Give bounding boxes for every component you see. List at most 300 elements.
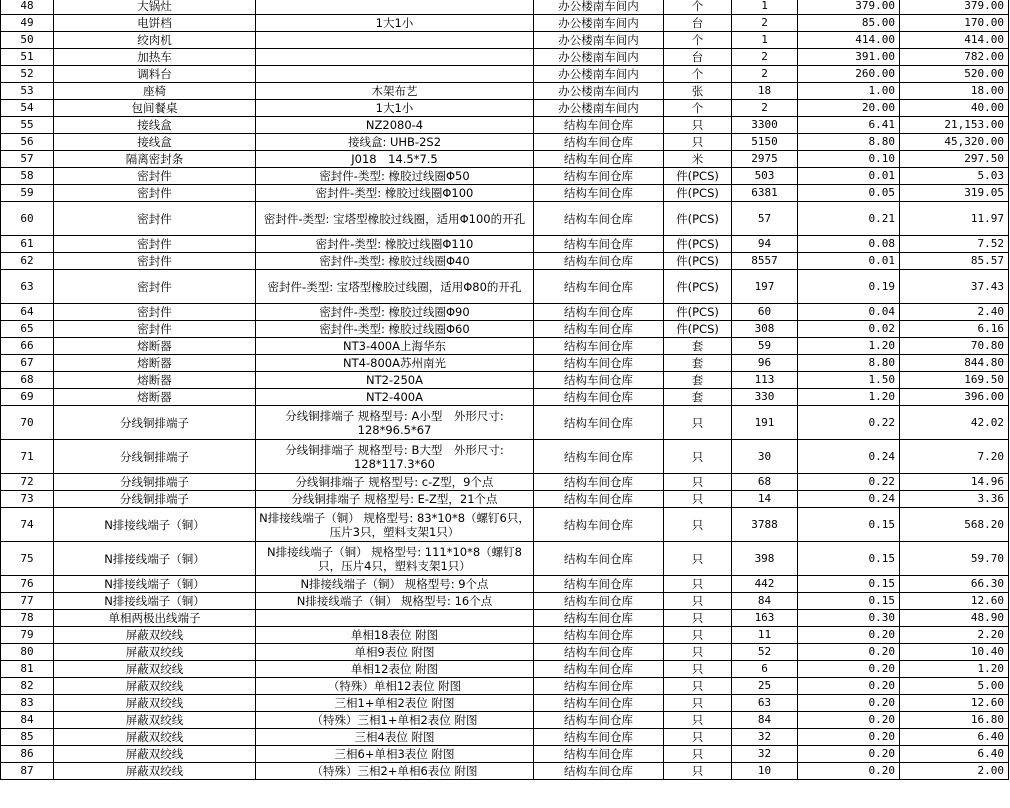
item-spec-cell[interactable]: NT4-800A苏州南光 <box>256 355 534 372</box>
table-row[interactable] <box>1 763 1009 780</box>
item-name-cell[interactable]: N排接线端子（铜） <box>54 542 256 576</box>
unit-cell[interactable]: 米 <box>664 151 732 168</box>
item-name-cell[interactable]: 隔离密封条 <box>54 151 256 168</box>
location-cell[interactable]: 结构车间仓库 <box>534 168 664 185</box>
row-number-cell[interactable]: 73 <box>1 491 54 508</box>
quantity-cell[interactable]: 2975 <box>732 151 798 168</box>
amount-cell[interactable]: 2.00 <box>900 763 1009 780</box>
amount-cell[interactable]: 6.40 <box>900 729 1009 746</box>
table-row[interactable] <box>1 712 1009 729</box>
table-row[interactable] <box>1 644 1009 661</box>
unit-cell[interactable]: 台 <box>664 15 732 32</box>
unit-price-cell[interactable]: 20.00 <box>798 100 900 117</box>
row-number-cell[interactable]: 82 <box>1 678 54 695</box>
unit-price-cell[interactable]: 0.02 <box>798 321 900 338</box>
row-number-cell[interactable]: 71 <box>1 440 54 474</box>
item-name-cell[interactable]: 密封件 <box>54 236 256 253</box>
unit-price-cell[interactable]: 0.05 <box>798 185 900 202</box>
quantity-cell[interactable]: 32 <box>732 729 798 746</box>
row-number-cell[interactable]: 50 <box>1 32 54 49</box>
item-spec-cell[interactable]: 分线铜排端子 规格型号: E-Z型，21个点 <box>256 491 534 508</box>
item-name-cell[interactable]: 包间餐桌 <box>54 100 256 117</box>
table-row[interactable] <box>1 253 1009 270</box>
item-spec-cell[interactable]: 分线铜排端子 规格型号: c-Z型，9个点 <box>256 474 534 491</box>
amount-cell[interactable]: 14.96 <box>900 474 1009 491</box>
quantity-cell[interactable]: 94 <box>732 236 798 253</box>
table-row[interactable] <box>1 508 1009 542</box>
location-cell[interactable]: 办公楼南车间内 <box>534 100 664 117</box>
item-name-cell[interactable]: 屏蔽双绞线 <box>54 644 256 661</box>
item-spec-cell[interactable]: N排接线端子（铜） 规格型号: 83*10*8（螺钉6只，压片3只，塑料支架1只） <box>256 508 534 542</box>
amount-cell[interactable]: 1.20 <box>900 661 1009 678</box>
quantity-cell[interactable]: 1 <box>732 0 798 15</box>
unit-cell[interactable]: 只 <box>664 661 732 678</box>
unit-price-cell[interactable]: 0.20 <box>798 627 900 644</box>
location-cell[interactable]: 结构车间仓库 <box>534 185 664 202</box>
amount-cell[interactable]: 42.02 <box>900 406 1009 440</box>
unit-price-cell[interactable]: 0.01 <box>798 168 900 185</box>
unit-cell[interactable]: 只 <box>664 474 732 491</box>
row-number-cell[interactable]: 86 <box>1 746 54 763</box>
quantity-cell[interactable]: 6 <box>732 661 798 678</box>
item-spec-cell[interactable]: 密封件-类型: 宝塔型橡胶过线圈，适用Φ100的开孔 <box>256 202 534 236</box>
quantity-cell[interactable]: 60 <box>732 304 798 321</box>
table-row[interactable] <box>1 338 1009 355</box>
item-spec-cell[interactable]: 三相1+单相2表位 附图 <box>256 695 534 712</box>
quantity-cell[interactable]: 442 <box>732 576 798 593</box>
quantity-cell[interactable]: 3300 <box>732 117 798 134</box>
row-number-cell[interactable]: 57 <box>1 151 54 168</box>
amount-cell[interactable]: 379.00 <box>900 0 1009 15</box>
unit-cell[interactable]: 只 <box>664 729 732 746</box>
row-number-cell[interactable]: 77 <box>1 593 54 610</box>
quantity-cell[interactable]: 1 <box>732 32 798 49</box>
table-row[interactable] <box>1 32 1009 49</box>
item-spec-cell[interactable]: 密封件-类型: 橡胶过线圈Φ100 <box>256 185 534 202</box>
unit-cell[interactable]: 只 <box>664 117 732 134</box>
location-cell[interactable]: 结构车间仓库 <box>534 389 664 406</box>
quantity-cell[interactable]: 68 <box>732 474 798 491</box>
location-cell[interactable]: 结构车间仓库 <box>534 729 664 746</box>
table-row[interactable] <box>1 389 1009 406</box>
unit-cell[interactable]: 台 <box>664 49 732 66</box>
location-cell[interactable]: 结构车间仓库 <box>534 440 664 474</box>
item-name-cell[interactable]: 熔断器 <box>54 389 256 406</box>
unit-cell[interactable]: 件(PCS) <box>664 270 732 304</box>
unit-price-cell[interactable]: 6.41 <box>798 117 900 134</box>
unit-cell[interactable]: 只 <box>664 627 732 644</box>
location-cell[interactable]: 结构车间仓库 <box>534 406 664 440</box>
amount-cell[interactable]: 59.70 <box>900 542 1009 576</box>
item-spec-cell[interactable]: 三相4表位 附图 <box>256 729 534 746</box>
item-spec-cell[interactable]: J018 14.5*7.5 <box>256 151 534 168</box>
amount-cell[interactable]: 48.90 <box>900 610 1009 627</box>
location-cell[interactable]: 结构车间仓库 <box>534 763 664 780</box>
row-number-cell[interactable]: 87 <box>1 763 54 780</box>
unit-price-cell[interactable]: 379.00 <box>798 0 900 15</box>
unit-cell[interactable]: 只 <box>664 576 732 593</box>
amount-cell[interactable]: 11.97 <box>900 202 1009 236</box>
table-row[interactable] <box>1 66 1009 83</box>
table-row[interactable] <box>1 304 1009 321</box>
unit-cell[interactable]: 件(PCS) <box>664 185 732 202</box>
table-row[interactable] <box>1 729 1009 746</box>
item-spec-cell[interactable]: NZ2080-4 <box>256 117 534 134</box>
unit-cell[interactable]: 件(PCS) <box>664 321 732 338</box>
location-cell[interactable]: 办公楼南车间内 <box>534 32 664 49</box>
table-row[interactable] <box>1 746 1009 763</box>
table-row[interactable] <box>1 542 1009 576</box>
unit-cell[interactable]: 只 <box>664 508 732 542</box>
location-cell[interactable]: 结构车间仓库 <box>534 491 664 508</box>
item-name-cell[interactable]: 密封件 <box>54 304 256 321</box>
amount-cell[interactable]: 21,153.00 <box>900 117 1009 134</box>
unit-cell[interactable]: 件(PCS) <box>664 202 732 236</box>
item-spec-cell[interactable] <box>256 0 534 15</box>
table-row[interactable] <box>1 236 1009 253</box>
item-spec-cell[interactable] <box>256 49 534 66</box>
amount-cell[interactable]: 170.00 <box>900 15 1009 32</box>
location-cell[interactable]: 结构车间仓库 <box>534 372 664 389</box>
item-spec-cell[interactable]: NT2-250A <box>256 372 534 389</box>
quantity-cell[interactable]: 2 <box>732 49 798 66</box>
unit-cell[interactable]: 只 <box>664 542 732 576</box>
item-name-cell[interactable]: 熔断器 <box>54 338 256 355</box>
location-cell[interactable]: 结构车间仓库 <box>534 270 664 304</box>
unit-cell[interactable]: 只 <box>664 695 732 712</box>
location-cell[interactable]: 结构车间仓库 <box>534 134 664 151</box>
item-name-cell[interactable]: N排接线端子（铜） <box>54 576 256 593</box>
item-name-cell[interactable]: 密封件 <box>54 202 256 236</box>
unit-cell[interactable]: 套 <box>664 338 732 355</box>
location-cell[interactable]: 结构车间仓库 <box>534 304 664 321</box>
item-spec-cell[interactable]: 接线盒: UHB-2S2 <box>256 134 534 151</box>
quantity-cell[interactable]: 503 <box>732 168 798 185</box>
row-number-cell[interactable]: 59 <box>1 185 54 202</box>
item-spec-cell[interactable]: 单相9表位 附图 <box>256 644 534 661</box>
item-name-cell[interactable]: 屏蔽双绞线 <box>54 627 256 644</box>
table-row[interactable] <box>1 593 1009 610</box>
row-number-cell[interactable]: 76 <box>1 576 54 593</box>
table-row[interactable] <box>1 270 1009 304</box>
item-spec-cell[interactable]: 三相6+单相3表位 附图 <box>256 746 534 763</box>
table-row[interactable] <box>1 627 1009 644</box>
item-name-cell[interactable]: 分线铜排端子 <box>54 491 256 508</box>
item-name-cell[interactable]: N排接线端子（铜） <box>54 593 256 610</box>
quantity-cell[interactable]: 3788 <box>732 508 798 542</box>
unit-price-cell[interactable]: 1.00 <box>798 83 900 100</box>
table-row[interactable] <box>1 168 1009 185</box>
item-spec-cell[interactable]: 1大1小 <box>256 15 534 32</box>
item-spec-cell[interactable]: 密封件-类型: 宝塔型橡胶过线圈，适用Φ80的开孔 <box>256 270 534 304</box>
amount-cell[interactable]: 319.05 <box>900 185 1009 202</box>
row-number-cell[interactable]: 68 <box>1 372 54 389</box>
amount-cell[interactable]: 5.00 <box>900 678 1009 695</box>
unit-price-cell[interactable]: 0.15 <box>798 593 900 610</box>
quantity-cell[interactable]: 2 <box>732 100 798 117</box>
unit-cell[interactable]: 个 <box>664 66 732 83</box>
quantity-cell[interactable]: 59 <box>732 338 798 355</box>
item-spec-cell[interactable]: 密封件-类型: 橡胶过线圈Φ60 <box>256 321 534 338</box>
item-name-cell[interactable]: 电饼档 <box>54 15 256 32</box>
unit-price-cell[interactable]: 0.01 <box>798 253 900 270</box>
row-number-cell[interactable]: 79 <box>1 627 54 644</box>
row-number-cell[interactable]: 81 <box>1 661 54 678</box>
row-number-cell[interactable]: 63 <box>1 270 54 304</box>
table-row[interactable] <box>1 678 1009 695</box>
row-number-cell[interactable]: 84 <box>1 712 54 729</box>
location-cell[interactable]: 结构车间仓库 <box>534 661 664 678</box>
location-cell[interactable]: 结构车间仓库 <box>534 712 664 729</box>
location-cell[interactable]: 结构车间仓库 <box>534 508 664 542</box>
item-spec-cell[interactable]: 单相18表位 附图 <box>256 627 534 644</box>
quantity-cell[interactable]: 330 <box>732 389 798 406</box>
amount-cell[interactable]: 7.20 <box>900 440 1009 474</box>
unit-cell[interactable]: 张 <box>664 83 732 100</box>
table-row[interactable] <box>1 83 1009 100</box>
item-spec-cell[interactable] <box>256 66 534 83</box>
unit-cell[interactable]: 个 <box>664 0 732 15</box>
quantity-cell[interactable]: 308 <box>732 321 798 338</box>
location-cell[interactable]: 结构车间仓库 <box>534 338 664 355</box>
unit-cell[interactable]: 只 <box>664 593 732 610</box>
item-spec-cell[interactable]: 分线铜排端子 规格型号: B大型 外形尺寸: 128*117.3*60 <box>256 440 534 474</box>
row-number-cell[interactable]: 83 <box>1 695 54 712</box>
row-number-cell[interactable]: 80 <box>1 644 54 661</box>
location-cell[interactable]: 结构车间仓库 <box>534 202 664 236</box>
quantity-cell[interactable]: 11 <box>732 627 798 644</box>
amount-cell[interactable]: 2.40 <box>900 304 1009 321</box>
location-cell[interactable]: 结构车间仓库 <box>534 678 664 695</box>
quantity-cell[interactable]: 57 <box>732 202 798 236</box>
unit-price-cell[interactable]: 0.08 <box>798 236 900 253</box>
row-number-cell[interactable]: 52 <box>1 66 54 83</box>
item-spec-cell[interactable]: （特殊）单相12表位 附图 <box>256 678 534 695</box>
quantity-cell[interactable]: 6381 <box>732 185 798 202</box>
row-number-cell[interactable]: 66 <box>1 338 54 355</box>
amount-cell[interactable]: 169.50 <box>900 372 1009 389</box>
item-name-cell[interactable]: 密封件 <box>54 253 256 270</box>
item-spec-cell[interactable]: NT2-400A <box>256 389 534 406</box>
item-spec-cell[interactable]: N排接线端子（铜） 规格型号: 111*10*8（螺钉8只，压片4只，塑料支架1只） <box>256 542 534 576</box>
item-name-cell[interactable]: 熔断器 <box>54 355 256 372</box>
unit-price-cell[interactable]: 1.20 <box>798 389 900 406</box>
unit-price-cell[interactable]: 85.00 <box>798 15 900 32</box>
unit-price-cell[interactable]: 0.10 <box>798 151 900 168</box>
amount-cell[interactable]: 70.80 <box>900 338 1009 355</box>
item-name-cell[interactable]: 调料台 <box>54 66 256 83</box>
row-number-cell[interactable]: 53 <box>1 83 54 100</box>
unit-price-cell[interactable]: 0.20 <box>798 746 900 763</box>
location-cell[interactable]: 结构车间仓库 <box>534 236 664 253</box>
unit-price-cell[interactable]: 0.15 <box>798 576 900 593</box>
table-row[interactable] <box>1 355 1009 372</box>
amount-cell[interactable]: 414.00 <box>900 32 1009 49</box>
quantity-cell[interactable]: 10 <box>732 763 798 780</box>
unit-cell[interactable]: 只 <box>664 491 732 508</box>
table-row[interactable] <box>1 49 1009 66</box>
table-row[interactable] <box>1 151 1009 168</box>
table-row[interactable] <box>1 372 1009 389</box>
item-name-cell[interactable]: 加热车 <box>54 49 256 66</box>
quantity-cell[interactable]: 30 <box>732 440 798 474</box>
amount-cell[interactable]: 45,320.00 <box>900 134 1009 151</box>
quantity-cell[interactable]: 398 <box>732 542 798 576</box>
row-number-cell[interactable]: 48 <box>1 0 54 15</box>
item-spec-cell[interactable]: （特殊）三相2+单相6表位 附图 <box>256 763 534 780</box>
location-cell[interactable]: 结构车间仓库 <box>534 253 664 270</box>
item-name-cell[interactable]: 绞肉机 <box>54 32 256 49</box>
amount-cell[interactable]: 16.80 <box>900 712 1009 729</box>
location-cell[interactable]: 办公楼南车间内 <box>534 15 664 32</box>
unit-price-cell[interactable]: 391.00 <box>798 49 900 66</box>
item-name-cell[interactable]: 屏蔽双绞线 <box>54 678 256 695</box>
item-name-cell[interactable]: 大锅灶 <box>54 0 256 15</box>
location-cell[interactable]: 结构车间仓库 <box>534 695 664 712</box>
quantity-cell[interactable]: 52 <box>732 644 798 661</box>
row-number-cell[interactable]: 58 <box>1 168 54 185</box>
row-number-cell[interactable]: 61 <box>1 236 54 253</box>
row-number-cell[interactable]: 60 <box>1 202 54 236</box>
row-number-cell[interactable]: 49 <box>1 15 54 32</box>
item-spec-cell[interactable] <box>256 32 534 49</box>
quantity-cell[interactable]: 18 <box>732 83 798 100</box>
unit-cell[interactable]: 个 <box>664 32 732 49</box>
table-row[interactable] <box>1 100 1009 117</box>
item-name-cell[interactable]: 密封件 <box>54 168 256 185</box>
row-number-cell[interactable]: 78 <box>1 610 54 627</box>
row-number-cell[interactable]: 54 <box>1 100 54 117</box>
table-row[interactable] <box>1 406 1009 440</box>
unit-price-cell[interactable]: 0.24 <box>798 491 900 508</box>
quantity-cell[interactable]: 191 <box>732 406 798 440</box>
item-spec-cell[interactable]: 密封件-类型: 橡胶过线圈Φ40 <box>256 253 534 270</box>
unit-cell[interactable]: 个 <box>664 100 732 117</box>
item-name-cell[interactable]: 屏蔽双绞线 <box>54 695 256 712</box>
quantity-cell[interactable]: 63 <box>732 695 798 712</box>
quantity-cell[interactable]: 163 <box>732 610 798 627</box>
unit-price-cell[interactable]: 8.80 <box>798 355 900 372</box>
unit-price-cell[interactable]: 0.20 <box>798 661 900 678</box>
quantity-cell[interactable]: 32 <box>732 746 798 763</box>
item-name-cell[interactable]: 熔断器 <box>54 372 256 389</box>
unit-price-cell[interactable]: 1.20 <box>798 338 900 355</box>
quantity-cell[interactable]: 96 <box>732 355 798 372</box>
quantity-cell[interactable]: 25 <box>732 678 798 695</box>
amount-cell[interactable]: 396.00 <box>900 389 1009 406</box>
item-spec-cell[interactable]: 分线铜排端子 规格型号: A小型 外形尺寸: 128*96.5*67 <box>256 406 534 440</box>
amount-cell[interactable]: 5.03 <box>900 168 1009 185</box>
item-spec-cell[interactable] <box>256 610 534 627</box>
unit-price-cell[interactable]: 0.20 <box>798 729 900 746</box>
table-row[interactable] <box>1 0 1009 15</box>
item-spec-cell[interactable]: 密封件-类型: 橡胶过线圈Φ90 <box>256 304 534 321</box>
unit-cell[interactable]: 套 <box>664 355 732 372</box>
unit-price-cell[interactable]: 414.00 <box>798 32 900 49</box>
quantity-cell[interactable]: 197 <box>732 270 798 304</box>
row-number-cell[interactable]: 62 <box>1 253 54 270</box>
amount-cell[interactable]: 844.80 <box>900 355 1009 372</box>
item-spec-cell[interactable]: 单相12表位 附图 <box>256 661 534 678</box>
location-cell[interactable]: 结构车间仓库 <box>534 474 664 491</box>
table-row[interactable] <box>1 202 1009 236</box>
quantity-cell[interactable]: 84 <box>732 593 798 610</box>
location-cell[interactable]: 结构车间仓库 <box>534 610 664 627</box>
amount-cell[interactable]: 40.00 <box>900 100 1009 117</box>
unit-price-cell[interactable]: 0.19 <box>798 270 900 304</box>
location-cell[interactable]: 结构车间仓库 <box>534 355 664 372</box>
unit-price-cell[interactable]: 0.15 <box>798 508 900 542</box>
location-cell[interactable]: 结构车间仓库 <box>534 644 664 661</box>
table-row[interactable] <box>1 610 1009 627</box>
row-number-cell[interactable]: 55 <box>1 117 54 134</box>
unit-cell[interactable]: 件(PCS) <box>664 168 732 185</box>
item-spec-cell[interactable]: N排接线端子（铜） 规格型号: 16个点 <box>256 593 534 610</box>
location-cell[interactable]: 办公楼南车间内 <box>534 0 664 15</box>
unit-cell[interactable]: 只 <box>664 610 732 627</box>
table-row[interactable] <box>1 185 1009 202</box>
location-cell[interactable]: 结构车间仓库 <box>534 117 664 134</box>
amount-cell[interactable]: 6.40 <box>900 746 1009 763</box>
item-name-cell[interactable]: 屏蔽双绞线 <box>54 661 256 678</box>
quantity-cell[interactable]: 2 <box>732 15 798 32</box>
quantity-cell[interactable]: 113 <box>732 372 798 389</box>
table-row[interactable] <box>1 440 1009 474</box>
table-row[interactable] <box>1 491 1009 508</box>
item-spec-cell[interactable]: 1大1小 <box>256 100 534 117</box>
table-row[interactable] <box>1 474 1009 491</box>
amount-cell[interactable]: 10.40 <box>900 644 1009 661</box>
item-name-cell[interactable]: 密封件 <box>54 270 256 304</box>
unit-price-cell[interactable]: 1.50 <box>798 372 900 389</box>
unit-cell[interactable]: 只 <box>664 644 732 661</box>
item-spec-cell[interactable]: （特殊）三相1+单相2表位 附图 <box>256 712 534 729</box>
item-spec-cell[interactable]: 木架布艺 <box>256 83 534 100</box>
table-row[interactable] <box>1 321 1009 338</box>
item-name-cell[interactable]: 屏蔽双绞线 <box>54 746 256 763</box>
unit-cell[interactable]: 只 <box>664 134 732 151</box>
item-name-cell[interactable]: 分线铜排端子 <box>54 406 256 440</box>
table-row[interactable] <box>1 117 1009 134</box>
location-cell[interactable]: 结构车间仓库 <box>534 627 664 644</box>
item-name-cell[interactable]: 接线盒 <box>54 134 256 151</box>
unit-price-cell[interactable]: 0.22 <box>798 474 900 491</box>
amount-cell[interactable]: 782.00 <box>900 49 1009 66</box>
quantity-cell[interactable]: 5150 <box>732 134 798 151</box>
unit-price-cell[interactable]: 260.00 <box>798 66 900 83</box>
item-name-cell[interactable]: 接线盒 <box>54 117 256 134</box>
row-number-cell[interactable]: 69 <box>1 389 54 406</box>
table-row[interactable] <box>1 576 1009 593</box>
item-name-cell[interactable]: 屏蔽双绞线 <box>54 763 256 780</box>
item-spec-cell[interactable]: 密封件-类型: 橡胶过线圈Φ110 <box>256 236 534 253</box>
item-name-cell[interactable]: 分线铜排端子 <box>54 474 256 491</box>
quantity-cell[interactable]: 84 <box>732 712 798 729</box>
unit-cell[interactable]: 只 <box>664 763 732 780</box>
row-number-cell[interactable]: 70 <box>1 406 54 440</box>
unit-cell[interactable]: 套 <box>664 389 732 406</box>
row-number-cell[interactable]: 85 <box>1 729 54 746</box>
location-cell[interactable]: 办公楼南车间内 <box>534 83 664 100</box>
item-name-cell[interactable]: 屏蔽双绞线 <box>54 712 256 729</box>
unit-price-cell[interactable]: 0.04 <box>798 304 900 321</box>
row-number-cell[interactable]: 64 <box>1 304 54 321</box>
row-number-cell[interactable]: 65 <box>1 321 54 338</box>
unit-cell[interactable]: 只 <box>664 746 732 763</box>
unit-price-cell[interactable]: 0.21 <box>798 202 900 236</box>
amount-cell[interactable]: 66.30 <box>900 576 1009 593</box>
table-row[interactable] <box>1 695 1009 712</box>
